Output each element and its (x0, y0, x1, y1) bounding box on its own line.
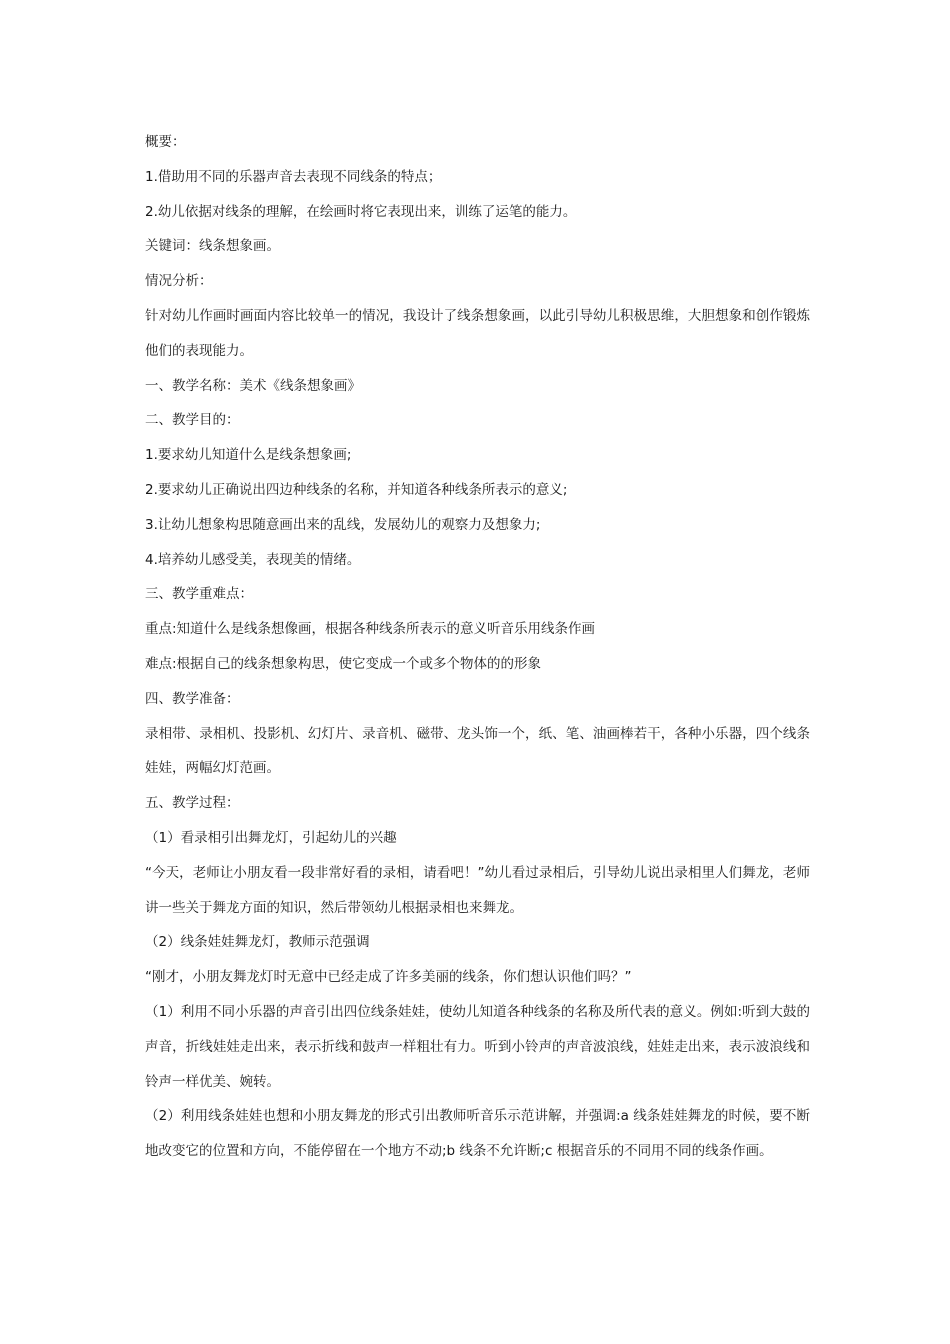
goal-item-3: 3.让幼儿想象构思随意画出来的乱线，发展幼儿的观察力及想象力; (145, 516, 541, 533)
summary-item-1: 1.借助用不同的乐器声音去表现不同线条的特点； (145, 168, 442, 185)
key-point: 重点:知道什么是线条想像画，根据各种线条所表示的意义听音乐用线条作画 (145, 621, 596, 638)
process-substep-1: （1）利用不同小乐器的声音引出四位线条娃娃，使幼儿知道各种线条的名称及所代表的意义。例如:听到大鼓的声音，折线娃娃走出来，表示折线和鼓声一样粗壮有力。听到小铃声的声音波浪线，娃娃走出来，表示波浪线和铃声一样优美、婉转。 (145, 1003, 810, 1090)
process-step-2: （2）线条娃娃舞龙灯，教师示范强调 (145, 934, 370, 951)
situation-text: 针对幼儿作画时画面内容比较单一的情况，我设计了线条想象画，以此引导幼儿积极思维，大胆想象和创作锻炼他们的表现能力。 (145, 307, 810, 359)
section-5-heading: 五、教学过程： (145, 795, 240, 812)
goal-item-2: 2.要求幼儿正确说出四边种线条的名称，并知道各种线条所表示的意义; (145, 481, 568, 498)
summary-item-2: 2.幼儿依据对线条的理解，在绘画时将它表现出来，训练了运笔的能力。 (145, 203, 577, 220)
keywords: 关键词：线条想象画。 (145, 238, 280, 255)
process-step-2-quote: “刚才，小朋友舞龙灯时无意中已经走成了许多美丽的线条，你们想认识他们吗？” (145, 969, 632, 986)
goal-item-4: 4.培养幼儿感受美，表现美的情绪。 (145, 551, 361, 568)
section-1-name: 一、教学名称：美术《线条想象画》 (145, 377, 361, 394)
document-page (145, 125, 810, 1169)
section-4-heading: 四、教学准备： (145, 690, 240, 707)
materials-text: 录相带、录相机、投影机、幻灯片、录音机、磁带、龙头饰一个，纸、笔、油画棒若干，各种小乐器，四个线条娃娃，两幅幻灯范画。 (145, 725, 810, 777)
section-2-heading: 二、教学目的： (145, 412, 240, 429)
goal-item-1: 1.要求幼儿知道什么是线条想象画; (145, 447, 352, 464)
section-3-heading: 三、教学重难点： (145, 586, 253, 603)
process-step-1-text: “今天，老师让小朋友看一段非常好看的录相，请看吧！”幼儿看过录相后，引导幼儿说出录相里人们舞龙，老师讲一些关于舞龙方面的知识，然后带领幼儿根据录相也来舞龙。 (145, 864, 810, 916)
heading-summary: 概要： (145, 134, 186, 150)
process-step-1: （1）看录相引出舞龙灯，引起幼儿的兴趣 (145, 829, 397, 846)
difficult-point: 难点:根据自己的线条想象构思，使它变成一个或多个物体的的形象 (145, 655, 542, 672)
process-substep-2: （2）利用线条娃娃也想和小朋友舞龙的形式引出教师听音乐示范讲解，并强调:a 线条娃娃舞龙的时候，要不断地改变它的位置和方向，不能停留在一个地方不动;b 线条不允许断;c 根据音乐的不同用不同的线条作画。 (145, 1108, 810, 1160)
heading-situation: 情况分析： (145, 273, 213, 290)
